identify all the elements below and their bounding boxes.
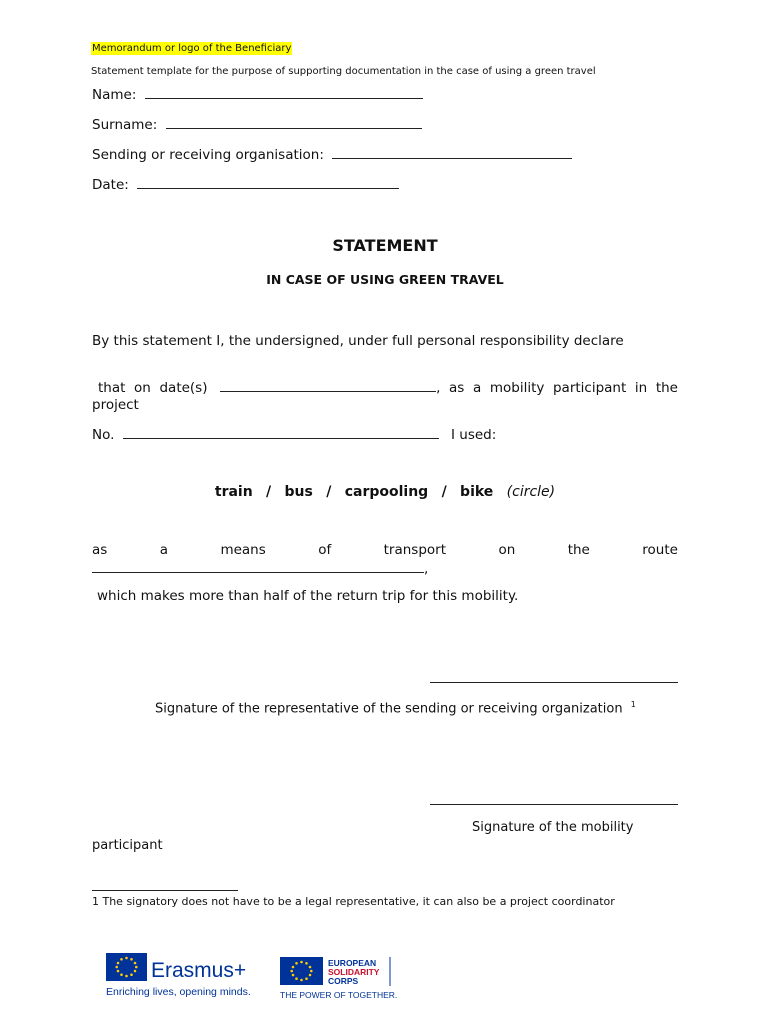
template-note: Statement template for the purpose of supporting documentation in the case of using a green travel bbox=[91, 66, 596, 77]
route-blank-row bbox=[92, 560, 428, 578]
erasmus-tagline: Enriching lives, opening minds. bbox=[106, 986, 251, 998]
surname-blank[interactable] bbox=[166, 116, 422, 129]
esc-line3: CORPS bbox=[328, 976, 359, 986]
footnote-ref: 1 bbox=[630, 700, 636, 709]
representative-signature-text: Signature of the representative of the sending or receiving organization bbox=[155, 701, 623, 717]
name-field bbox=[92, 86, 423, 104]
project-number-field bbox=[92, 426, 496, 444]
route-word: on bbox=[498, 542, 516, 558]
option-train[interactable]: train bbox=[214, 484, 253, 500]
used-label: I used: bbox=[451, 427, 497, 443]
date-label: Date: bbox=[92, 177, 129, 193]
dates-label: that on date(s) bbox=[98, 380, 208, 396]
footnote-separator bbox=[92, 890, 238, 891]
route-comma: , bbox=[424, 561, 429, 577]
dates-label-end: , as a mobility participant in the project bbox=[92, 380, 678, 413]
participant-label: participant bbox=[92, 838, 163, 853]
esc-line1: EUROPEAN bbox=[328, 958, 377, 968]
separator: / bbox=[441, 484, 447, 500]
option-bike[interactable]: bike bbox=[460, 484, 494, 500]
footnote-text: 1 The signatory does not have to be a legal representative, it can also be a project coordinator bbox=[92, 895, 615, 908]
route-word: the bbox=[567, 542, 590, 558]
name-blank[interactable] bbox=[145, 86, 423, 99]
surname-label: Surname: bbox=[92, 117, 158, 133]
participant-signature-label: Signature of the mobility bbox=[472, 820, 634, 835]
route-word: as bbox=[92, 542, 108, 558]
erasmus-logo bbox=[105, 950, 275, 1000]
route-word: transport bbox=[383, 542, 447, 558]
return-trip-paragraph: which makes more than half of the return trip for this mobility. bbox=[97, 588, 519, 604]
statement-subtitle: IN CASE OF USING GREEN TRAVEL bbox=[266, 272, 504, 287]
organisation-field bbox=[92, 146, 572, 164]
esc-tagline: THE POWER OF TOGETHER. bbox=[280, 990, 398, 1000]
option-bus[interactable]: bus bbox=[284, 484, 313, 500]
route-line bbox=[92, 542, 678, 559]
route-word: means bbox=[220, 542, 266, 558]
route-blank[interactable] bbox=[92, 560, 424, 573]
route-word: route bbox=[642, 542, 678, 558]
circle-hint: (circle) bbox=[506, 484, 556, 500]
erasmus-logo-graphic bbox=[105, 950, 275, 1000]
representative-signature-line[interactable] bbox=[430, 682, 678, 683]
esc-logo-graphic bbox=[279, 955, 409, 1005]
statement-title: STATEMENT bbox=[332, 236, 438, 255]
project-number-label: No. bbox=[92, 427, 115, 443]
memorandum-label: Memorandum or logo of the Beneficiary bbox=[92, 43, 292, 54]
date-blank[interactable] bbox=[137, 176, 399, 189]
project-number-blank[interactable] bbox=[123, 426, 439, 439]
name-label: Name: bbox=[92, 87, 137, 103]
organisation-blank[interactable] bbox=[332, 146, 572, 159]
route-word: of bbox=[318, 542, 332, 558]
esc-line2: SOLIDARITY bbox=[328, 967, 380, 977]
participant-signature-line[interactable] bbox=[430, 804, 678, 805]
separator: / bbox=[266, 484, 272, 500]
surname-field bbox=[92, 116, 422, 134]
option-carpooling[interactable]: carpooling bbox=[344, 484, 429, 500]
dates-blank[interactable] bbox=[220, 379, 436, 392]
representative-signature-label bbox=[155, 697, 636, 717]
organisation-label: Sending or receiving organisation: bbox=[92, 147, 324, 163]
transport-options bbox=[92, 483, 678, 501]
declaration-paragraph: By this statement I, the undersigned, under full personal responsibility declare bbox=[92, 333, 624, 349]
route-word: a bbox=[159, 542, 169, 558]
date-field bbox=[92, 176, 399, 194]
erasmus-name: Erasmus+ bbox=[151, 959, 247, 982]
separator: / bbox=[326, 484, 332, 500]
esc-logo bbox=[279, 955, 409, 1005]
dates-paragraph bbox=[92, 379, 678, 414]
